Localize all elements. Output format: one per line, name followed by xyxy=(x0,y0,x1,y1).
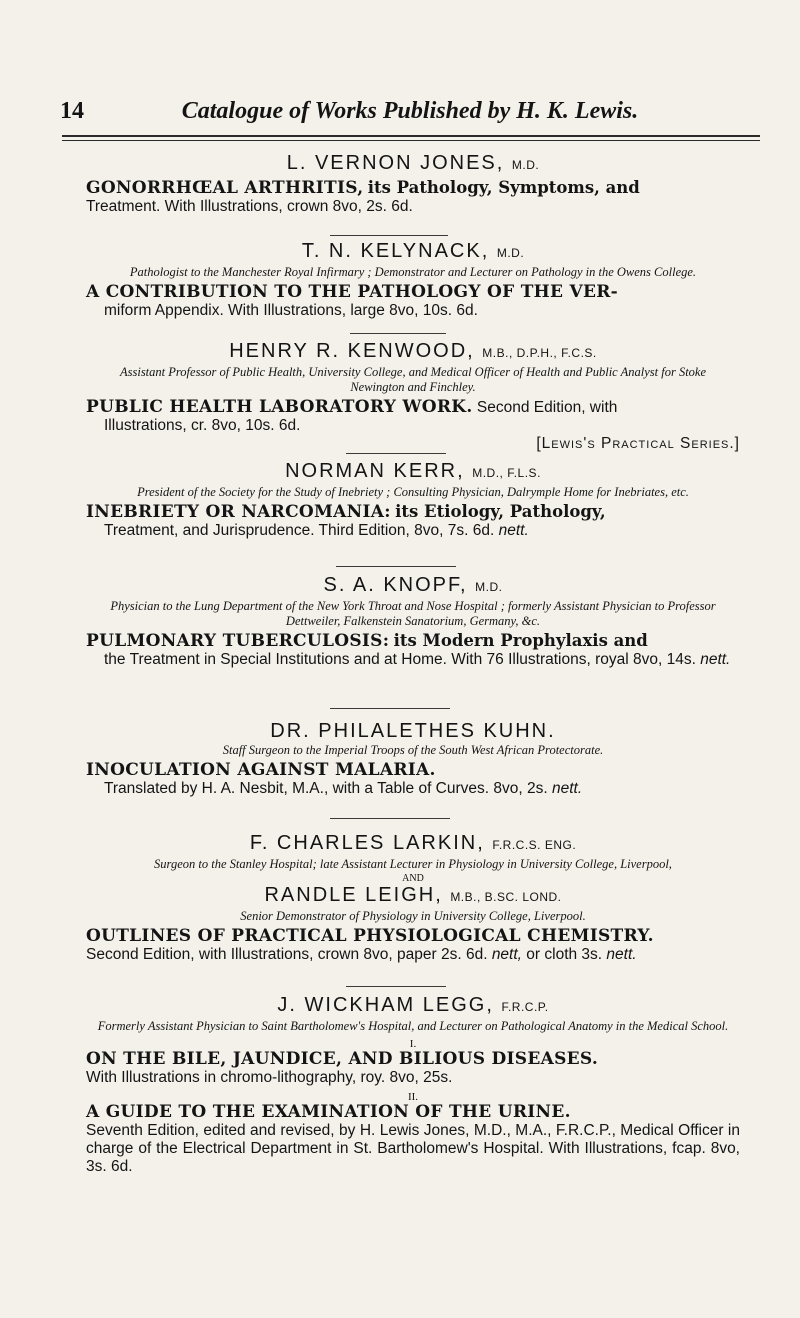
book-title: GONORRHŒAL ARTHRITIS, xyxy=(86,178,364,198)
entry-body: PUBLIC HEALTH LABORATORY WORK. Second Edition, with Illustrations, cr. 8vo, 10s. 6d. [Lewis's Practical Series.] xyxy=(86,397,740,452)
book-title: A GUIDE TO THE EXAMINATION OF THE URINE. xyxy=(86,1102,571,1122)
work-numeral: II. xyxy=(407,1091,419,1103)
entry-body: OUTLINES OF PRACTICAL PHYSIOLOGICAL CHEMISTRY. Second Edition, with Illustrations, crown 8vo, paper 2s. 6d. nett, or cloth 3s. nett. xyxy=(86,926,654,963)
entry-knopf xyxy=(86,574,740,669)
author-name: S. A. KNOPF, M.D. xyxy=(323,574,503,596)
author-name: DR. PHILALETHES KUHN. xyxy=(270,720,556,742)
entry-separator xyxy=(346,453,446,454)
page-number: 14 xyxy=(60,98,84,124)
entry-separator xyxy=(330,708,450,709)
book-title: OUTLINES OF PRACTICAL PHYSIOLOGICAL CHEMISTRY. xyxy=(86,926,654,946)
author-description: Surgeon to the Stanley Hospital; late Assistant Lecturer in Physiology in University College, Liverpool, xyxy=(154,857,672,871)
header-rule xyxy=(62,135,760,137)
entry-legg xyxy=(86,994,740,1176)
header-rule-thin xyxy=(62,140,760,141)
entry-body: GONORRHŒAL ARTHRITIS, its Pathology, Symptoms, and Treatment. With Illustrations, crown 8vo, 2s. 6d. xyxy=(86,178,640,215)
book-title: A CONTRIBUTION TO THE PATHOLOGY OF THE VER- xyxy=(86,282,619,302)
author-name: F. CHARLES LARKIN, F.R.C.S. ENG. xyxy=(249,832,577,854)
entry-body: INOCULATION AGAINST MALARIA. Translated by H. A. Nesbit, M.A., with a Table of Curves. 8vo, 2s. nett. xyxy=(86,760,583,797)
entry-body: PULMONARY TUBERCULOSIS: its Modern Prophylaxis and the Treatment in Special Institutions and at Home. With 76 Illustrations, royal 8vo, 14s. nett. xyxy=(86,631,731,668)
author-name: NORMAN KERR, M.D., F.L.S. xyxy=(285,460,541,482)
entry-separator xyxy=(346,986,446,987)
entry-separator xyxy=(330,235,448,236)
entry-kerr xyxy=(86,460,740,540)
entry-kelynack xyxy=(86,240,740,320)
author-description: President of the Society for the Study of Inebriety ; Consulting Physician, Dalrymple Home for Inebriates, etc. xyxy=(137,485,689,499)
book-title: ON THE BILE, JAUNDICE, AND BILIOUS DISEASES. xyxy=(86,1049,599,1069)
book-title: PUBLIC HEALTH LABORATORY WORK. xyxy=(86,397,473,417)
entry-body: A GUIDE TO THE EXAMINATION OF THE URINE. Seventh Edition, edited and revised, by H. Lewis Jones, M.D., M.A., F.R.C.P., Medical Officer in charge of the Electrical Department in St. Bartholomew's Hospital. With Illustrations, fcap. 8vo, 3s. 6d. xyxy=(86,1102,740,1175)
entry-body: A CONTRIBUTION TO THE PATHOLOGY OF THE VER- miform Appendix. With Illustrations, large 8vo, 10s. 6d. xyxy=(86,282,619,319)
author-description: Assistant Professor of Public Health, University College, and Medical Officer of Health and Public Analyst for Stoke Newington and Finchley. xyxy=(119,365,707,394)
entry-vernon-jones xyxy=(86,152,740,216)
author-name: L. VERNON JONES, M.D. xyxy=(286,152,540,174)
author-description: Staff Surgeon to the Imperial Troops of the South West African Protectorate. xyxy=(222,743,604,757)
author-description: Physician to the Lung Department of the New York Throat and Nose Hospital ; formerly Assistant Physician to Professor Dettweiler, Falkenstein Sanatorium, Germany, &c. xyxy=(110,599,716,628)
series-note: [Lewis's Practical Series.] xyxy=(536,435,740,452)
book-title: PULMONARY TUBERCULOSIS: xyxy=(86,631,390,651)
entry-larkin-leigh xyxy=(86,832,740,964)
running-title: Catalogue of Works Published by H. K. Lewis. xyxy=(181,98,639,124)
entry-kuhn xyxy=(86,720,740,798)
author-name: HENRY R. KENWOOD, M.B., D.P.H., F.C.S. xyxy=(229,340,597,362)
entry-separator xyxy=(330,818,450,819)
entry-kenwood xyxy=(86,340,740,453)
author-description: Formerly Assistant Physician to Saint Bartholomew's Hospital, and Lecturer on Pathological Anatomy in the Medical School. xyxy=(97,1019,729,1033)
entry-separator xyxy=(350,333,446,334)
running-head xyxy=(60,98,760,132)
entry-body: ON THE BILE, JAUNDICE, AND BILIOUS DISEASES. With Illustrations in chromo-lithography, roy. 8vo, 25s. xyxy=(86,1049,599,1086)
conjunction: AND xyxy=(402,873,424,884)
author-name: T. N. KELYNACK, M.D. xyxy=(301,240,525,262)
author-description-2: Senior Demonstrator of Physiology in University College, Liverpool. xyxy=(240,909,586,923)
author-description: Pathologist to the Manchester Royal Infirmary ; Demonstrator and Lecturer on Pathology in the Owens College. xyxy=(129,265,697,279)
author-name-2: RANDLE LEIGH, M.B., B.SC. LOND. xyxy=(264,884,562,906)
book-title: INEBRIETY OR NARCOMANIA: xyxy=(86,502,391,522)
work-numeral: I. xyxy=(409,1038,417,1050)
book-title: INOCULATION AGAINST MALARIA. xyxy=(86,760,436,780)
author-name: J. WICKHAM LEGG, F.R.C.P. xyxy=(277,994,549,1016)
entry-separator xyxy=(336,566,456,567)
entry-body: INEBRIETY OR NARCOMANIA: its Etiology, Pathology, Treatment, and Jurisprudence. Third Edition, 8vo, 7s. 6d. nett. xyxy=(86,502,606,539)
